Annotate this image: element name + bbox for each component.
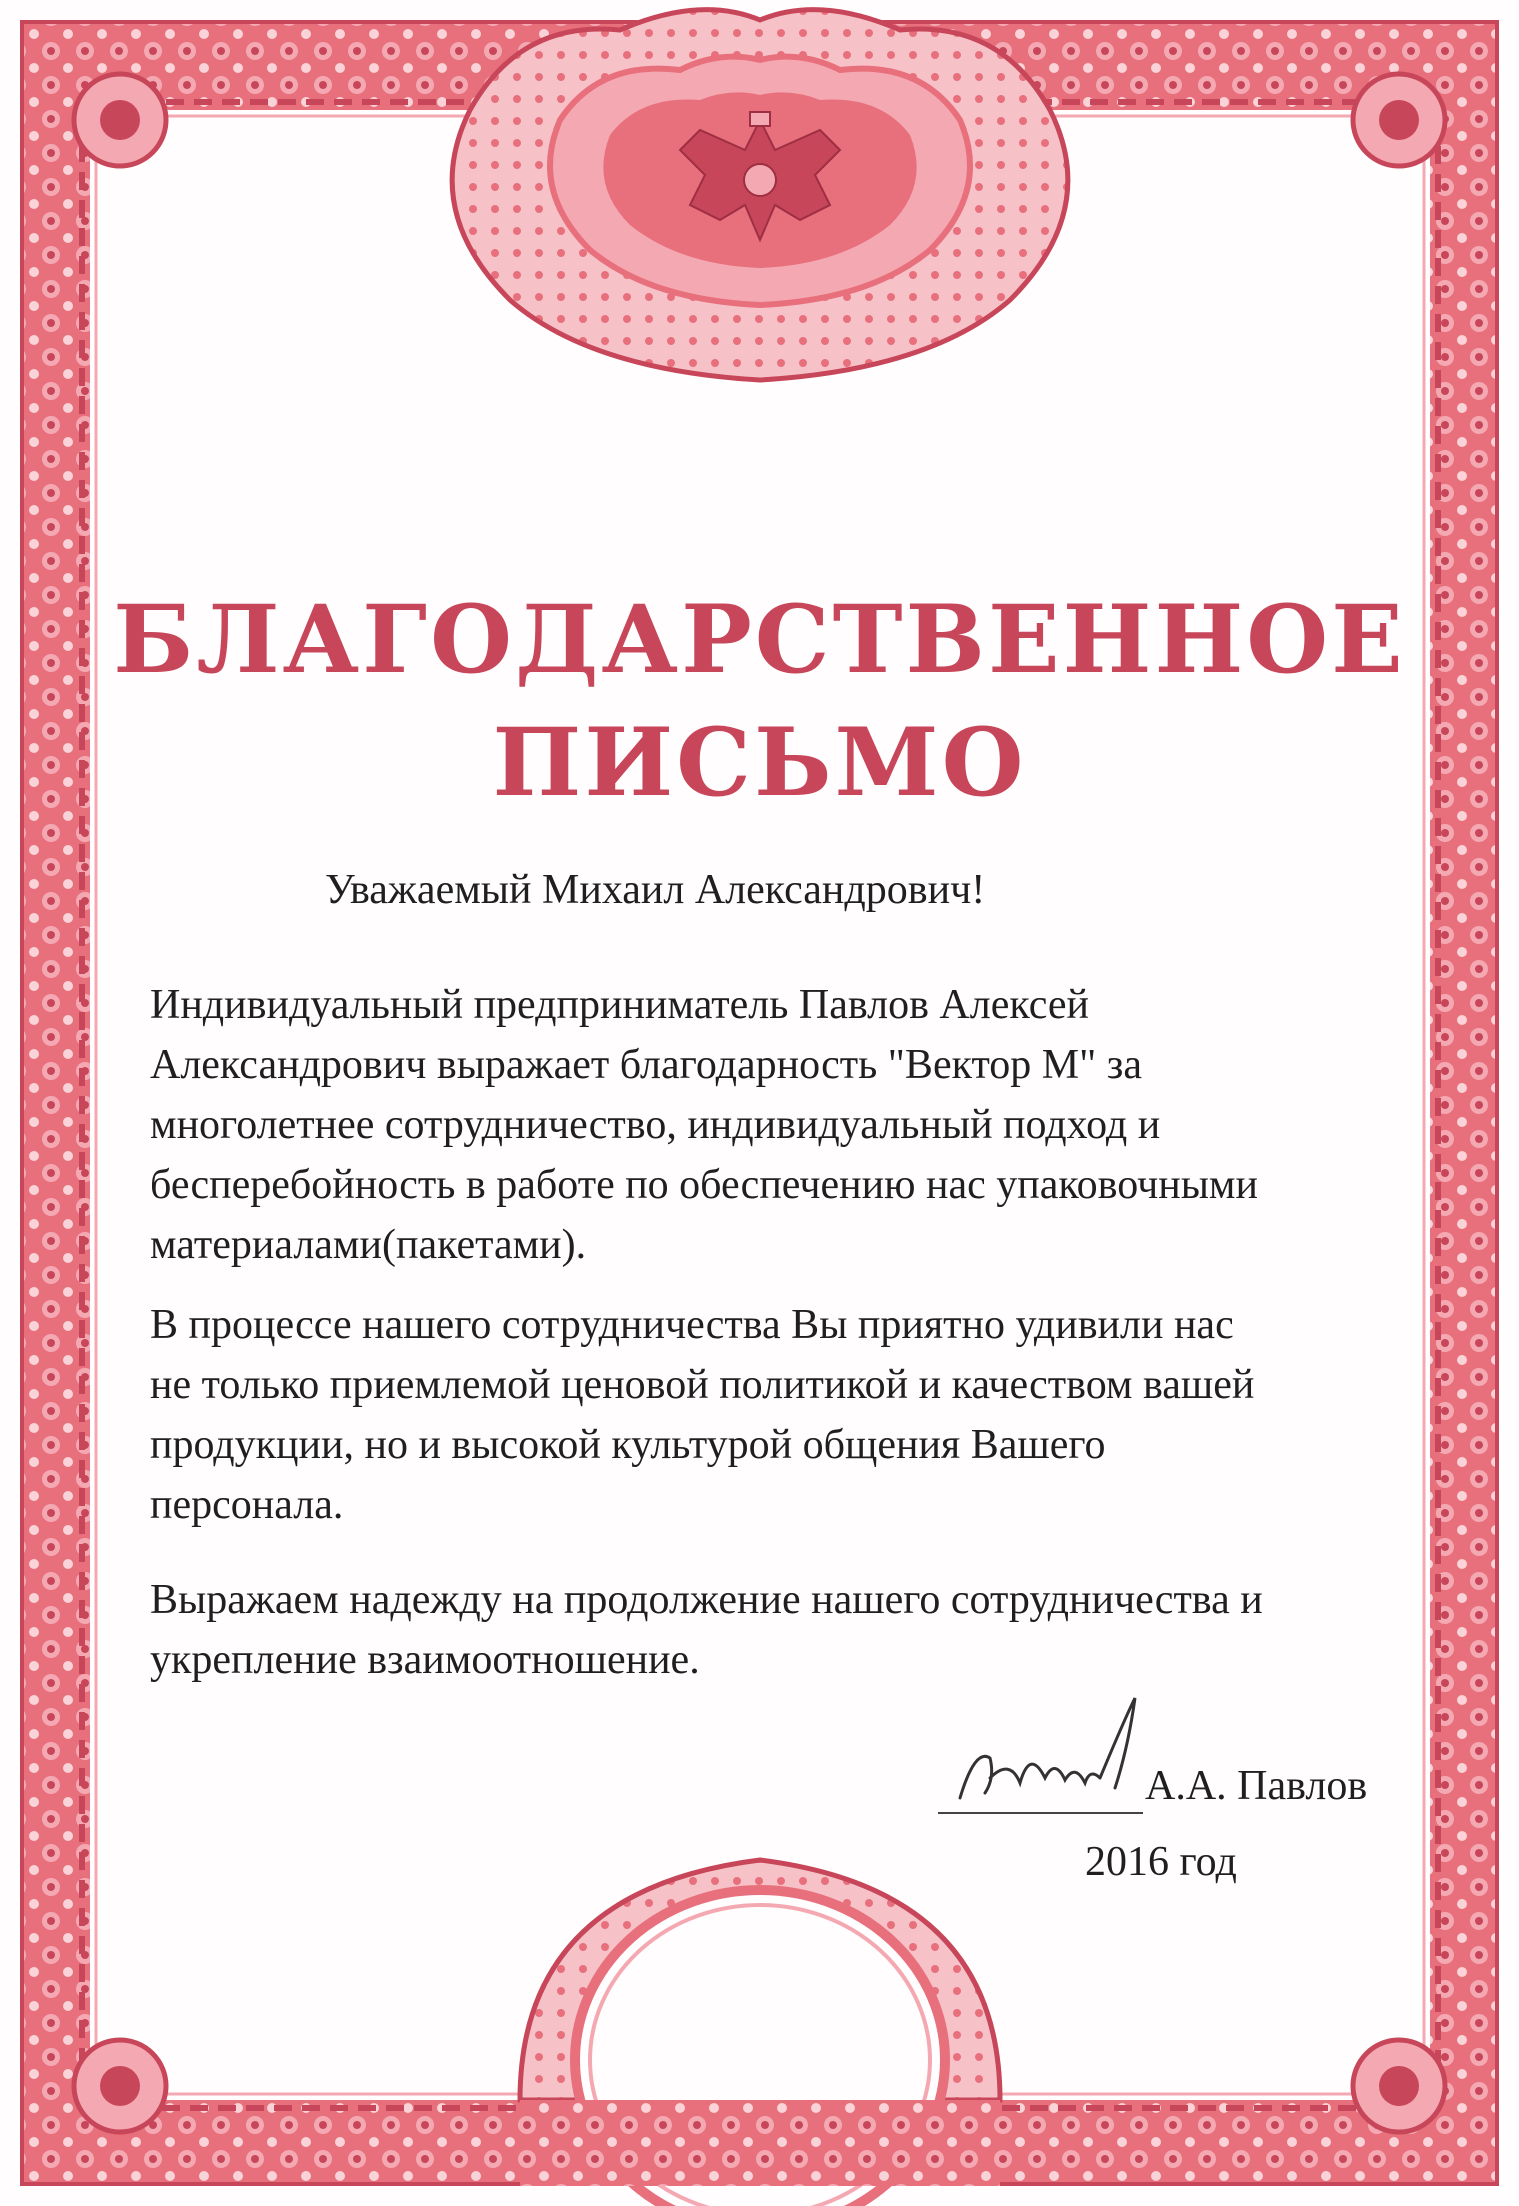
paragraph-hope	[150, 1570, 1263, 1690]
paragraph-line: Индивидуальный предприниматель Павлов Алексей	[150, 982, 1089, 1028]
paragraph-line: продукции, но и высокой культурой общения Вашего	[150, 1422, 1106, 1468]
paragraph-cooperation	[150, 1295, 1254, 1535]
paragraph-line: материалами(пакетами).	[150, 1222, 587, 1268]
paragraph-line: укрепление взаимоотношение.	[150, 1637, 700, 1683]
handwritten-signature	[950, 1688, 1160, 1818]
paragraph-line: Александрович выражает благодарность "Вектор М" за	[150, 1042, 1142, 1088]
paragraph-line: многолетнее сотрудничество, индивидуальный подход и	[150, 1102, 1161, 1148]
greeting: Уважаемый Михаил Александрович!	[325, 867, 986, 913]
signer-name: А.А. Павлов	[1145, 1763, 1368, 1809]
document-year: 2016 год	[1085, 1839, 1237, 1885]
paragraph-line: В процессе нашего сотрудничества Вы приятно удивили нас	[150, 1302, 1234, 1348]
paragraph-gratitude	[150, 975, 1258, 1275]
paragraph-line: Выражаем надежду на продолжение нашего сотрудничества и	[150, 1577, 1263, 1623]
certificate-title-line2: ПИСЬМО	[492, 708, 1027, 818]
certificate-title-line1: БЛАГОДАРСТВЕННОЕ	[113, 585, 1406, 695]
signature-line	[938, 1812, 1143, 1814]
paragraph-line: персонала.	[150, 1482, 344, 1528]
paragraph-line: не только приемлемой ценовой политикой и качеством вашей	[150, 1362, 1255, 1408]
paragraph-line: бесперебойность в работе по обеспечению нас упаковочными	[150, 1162, 1258, 1208]
bottom-medallion	[520, 1860, 1000, 2206]
